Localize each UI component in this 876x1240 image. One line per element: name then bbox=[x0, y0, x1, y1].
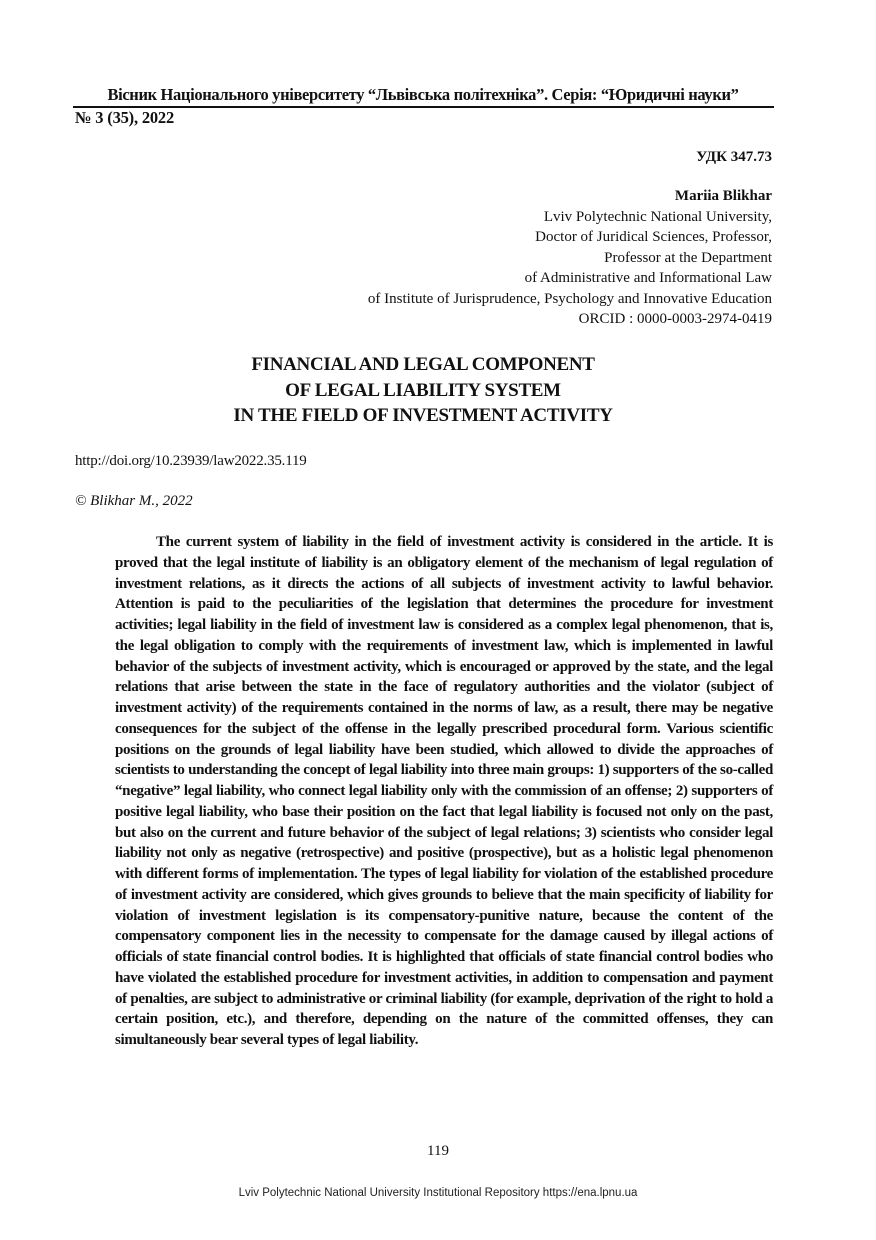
copyright: © Blikhar M., 2022 bbox=[75, 493, 193, 509]
affiliation-line: Professor at the Department bbox=[604, 249, 772, 266]
journal-header-title: Вісник Національного університету “Львівська політехніка”. Серія: “Юридичні науки” bbox=[107, 85, 739, 104]
page-number: 119 bbox=[427, 1143, 449, 1159]
repository-footer: Lviv Polytechnic National University Institutional Repository https://ena.lpnu.ua bbox=[238, 1187, 638, 1199]
author-name: Mariia Blikhar bbox=[674, 188, 772, 204]
title-line: IN THE FIELD OF INVESTMENT ACTIVITY bbox=[233, 405, 613, 426]
title-line: FINANCIAL AND LEGAL COMPONENT bbox=[251, 354, 595, 375]
affiliation-line: Doctor of Juridical Sciences, Professor, bbox=[535, 229, 772, 245]
issue-number: № 3 (35), 2022 bbox=[75, 108, 175, 127]
doi-link[interactable]: http://doi.org/10.23939/law2022.35.119 bbox=[75, 453, 307, 469]
affiliation-line: Lviv Polytechnic National University, bbox=[543, 208, 772, 225]
affiliation-line: of Administrative and Informational Law bbox=[524, 270, 772, 286]
orcid: ORCID : 0000-0003-2974-0419 bbox=[578, 311, 772, 327]
udc-code: УДК 347.73 bbox=[696, 149, 772, 165]
header-rule bbox=[73, 106, 774, 108]
abstract: The current system of liability in the field of investment activity is considered in the article. It is proved that the legal institute of liability is an obligatory element of the mechanism of legal regulation of investment relations, as it directs the actions of all subjects of investment activity to lawful behavior. Attention is paid to the peculiarities of the legislation that determines the procedure for investment activities; legal liability in the field of investment law is considered as a complex legal phenomenon, that is, the legal obligation to comply with the requirements of investment law, which is implemented in lawful behavior of the subjects of investment activity, which is encouraged or approved by the state, and the legal relations that arise between the state in the face of regulatory authorities and the violator (subject of investment activity) of the requirements contained in the norms of law, as a result, there may be negative consequences for the subject of the offense in the legally prescribed procedural form. Various scientific positions on the grounds of legal liability have been studied, which allowed to divide the approaches of scientists to understanding the concept of legal liability into three main groups: 1) supporters of the so-called “negative” legal liability, who connect legal liability only with the commission of an offense; 2) supporters of positive legal liability, who base their position on the fact that legal liability is focused not only on the past, but also on the current and future behavior of the subject of legal relations; 3) scientists who consider legal liability not only as negative (retrospective) and positive (prospective), but as a holistic legal phenomenon with different forms of implementation. The types of legal liability for violation of the established procedure of investment activity are considered, which gives grounds to believe that the main specificity of liability for violation of investment legislation is its compensatory-punitive nature, because the content of the compensatory component lies in the necessity to compensate for the damage caused by illegal actions of officials of state financial control bodies. It is highlighted that officials of state financial control bodies who have violated the established procedure for investment activities, in addition to compensation and payment of penalties, are subject to administrative or criminal liability (for example, deprivation of the right to hold a certain position, etc.), and therefore, depending on the nature of the committed offenses, they can simultaneously bear several types of legal liability. bbox=[115, 534, 773, 1048]
affiliation-line: of Institute of Jurisprudence, Psychology and Innovative Education bbox=[367, 290, 772, 307]
author-block bbox=[368, 186, 772, 330]
title-line: OF LEGAL LIABILITY SYSTEM bbox=[285, 379, 561, 401]
article-title bbox=[73, 352, 773, 429]
